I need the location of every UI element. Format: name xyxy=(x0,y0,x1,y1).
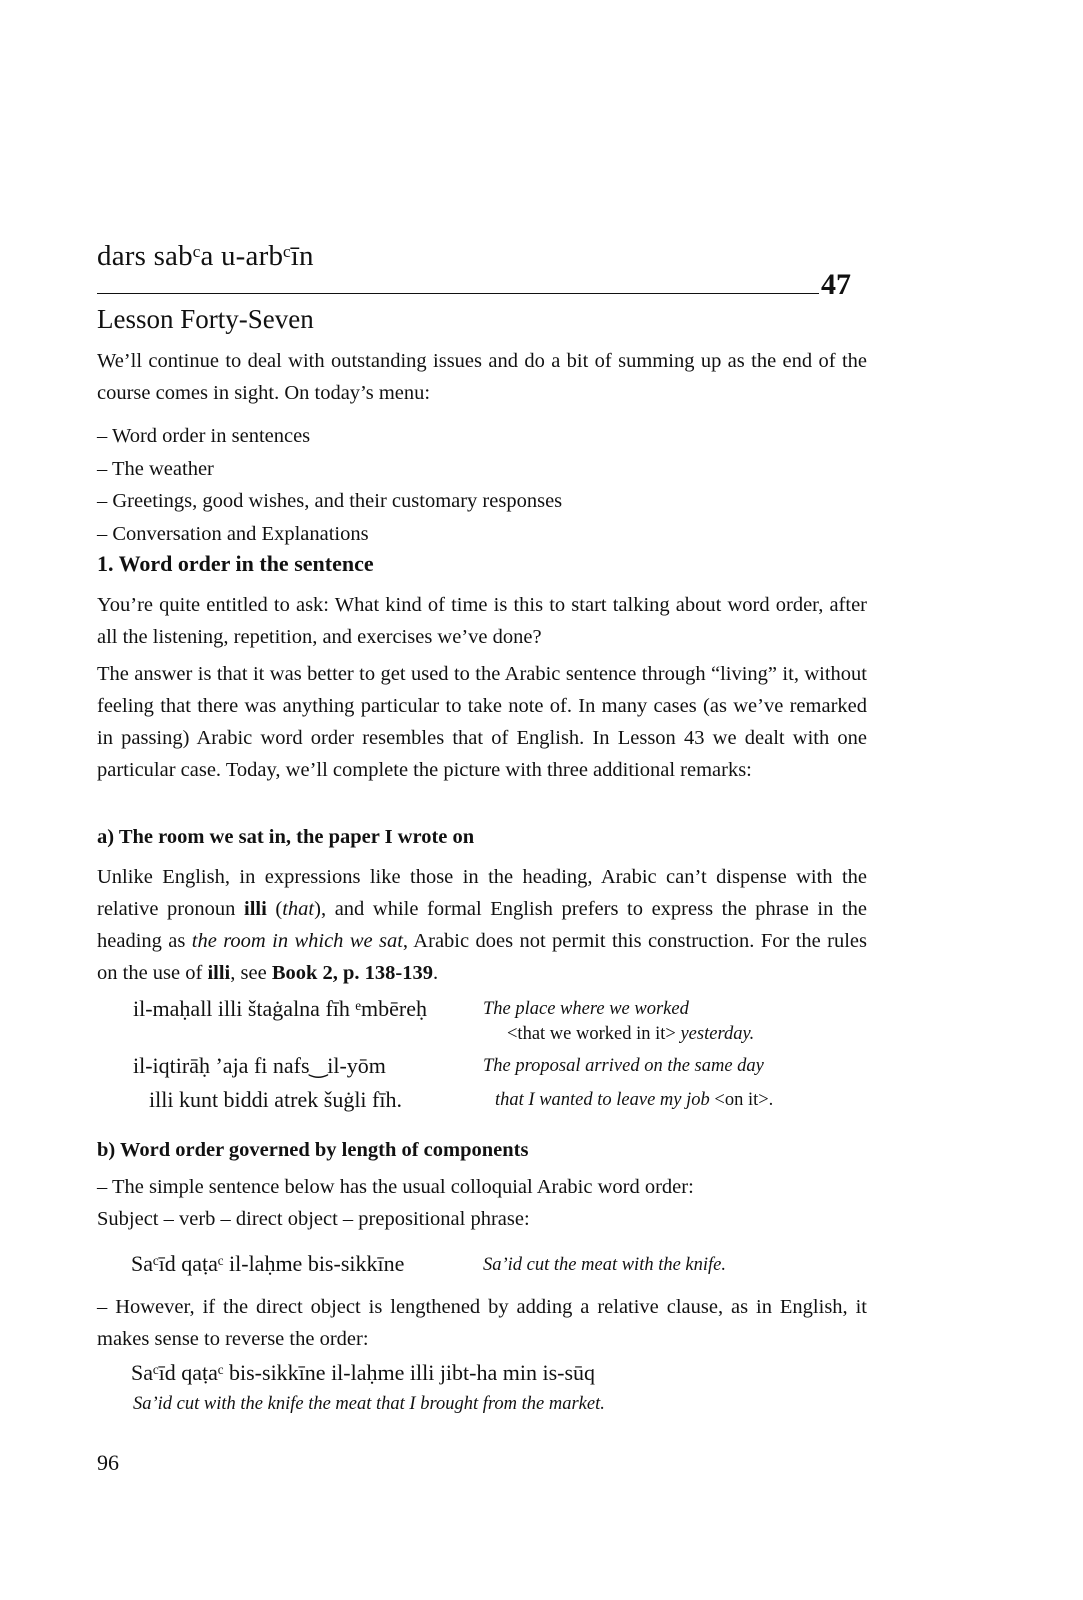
example-translation: Sa’id cut with the knife the meat that I brought from the market. xyxy=(133,1394,605,1414)
example-translation: Sa’id cut the meat with the knife. xyxy=(483,1255,727,1275)
example-arabic: il-iqtirāḥ ’aja fi nafs‿il-yōm xyxy=(133,1053,386,1078)
example-arabic: Saᶜīd qaṭaᶜ il-laḥme bis-sikkīne xyxy=(131,1251,405,1276)
example-translation: The proposal arrived on the same day xyxy=(483,1056,764,1076)
menu-item: – Greetings, good wishes, and their customary responses xyxy=(97,490,563,512)
subsection-heading-b: b) Word order governed by length of components xyxy=(97,1139,529,1161)
example-translation: that I wanted to leave my job <on it>. xyxy=(495,1090,774,1110)
menu-item: – Conversation and Explanations xyxy=(97,522,369,545)
menu-item: – Word order in sentences xyxy=(97,425,311,447)
menu-item: – The weather xyxy=(97,457,214,480)
intro-paragraph: We’ll continue to deal with outstanding issues and do a bit of summing up as the end of the course comes in sight. On today’s menu: xyxy=(97,350,867,404)
example-translation: <that we worked in it> yesterday. xyxy=(507,1024,755,1044)
example-arabic: il-maḥall illi štaġalna fīh ᵉmbēreḥ xyxy=(133,996,427,1021)
example-arabic: illi kunt biddi atrek šuġli fīh. xyxy=(149,1087,402,1112)
lesson-title-arabic: dars sabᶜa u-arbᶜīn xyxy=(97,240,314,272)
subsection-b-paragraph: – However, if the direct object is lengthened by adding a relative clause, as in English, it makes sense to reverse the order: xyxy=(97,1296,867,1350)
example-translation: The place where we worked xyxy=(483,999,689,1019)
title-rule xyxy=(97,293,819,294)
subsection-heading-a: a) The room we sat in, the paper I wrote on xyxy=(97,826,475,848)
section-heading-word-order: 1. Word order in the sentence xyxy=(97,551,374,576)
subsection-a-paragraph: Unlike English, in expressions like those in the heading, Arabic can’t dispense with the relative pronoun illi (that), and while formal English prefers to express the phrase in the heading as the room in which we sat, Arabic does not permit this construction. For the rules on the use of illi, see Book 2, p. 138-139. xyxy=(97,866,868,984)
book-page xyxy=(97,0,867,1600)
lesson-title-english: Lesson Forty-Seven xyxy=(97,304,314,334)
subsection-b-line: Subject – verb – direct object – prepositional phrase: xyxy=(97,1208,530,1230)
menu-list xyxy=(97,420,562,550)
section1-paragraph-1: You’re quite entitled to ask: What kind of time is this to start talking about word order, after all the listening, repetition, and exercises we’ve done? xyxy=(97,594,867,648)
section1-paragraph-2: The answer is that it was better to get used to the Arabic sentence through “living” it, without feeling that there was anything particular to take note of. In many cases (as we’ve remarked in passing) Arabic word order resembles that of English. In Lesson 43 we dealt with one particular case. Today, we’ll complete the picture with three additional remarks: xyxy=(97,663,867,781)
page-number: 96 xyxy=(97,1450,119,1475)
subsection-b-line: – The simple sentence below has the usual colloquial Arabic word order: xyxy=(97,1176,694,1198)
lesson-number: 47 xyxy=(821,268,851,301)
example-arabic: Saᶜīd qaṭaᶜ bis-sikkīne il-laḥme illi jibt-ha min is-sūq xyxy=(131,1360,596,1385)
